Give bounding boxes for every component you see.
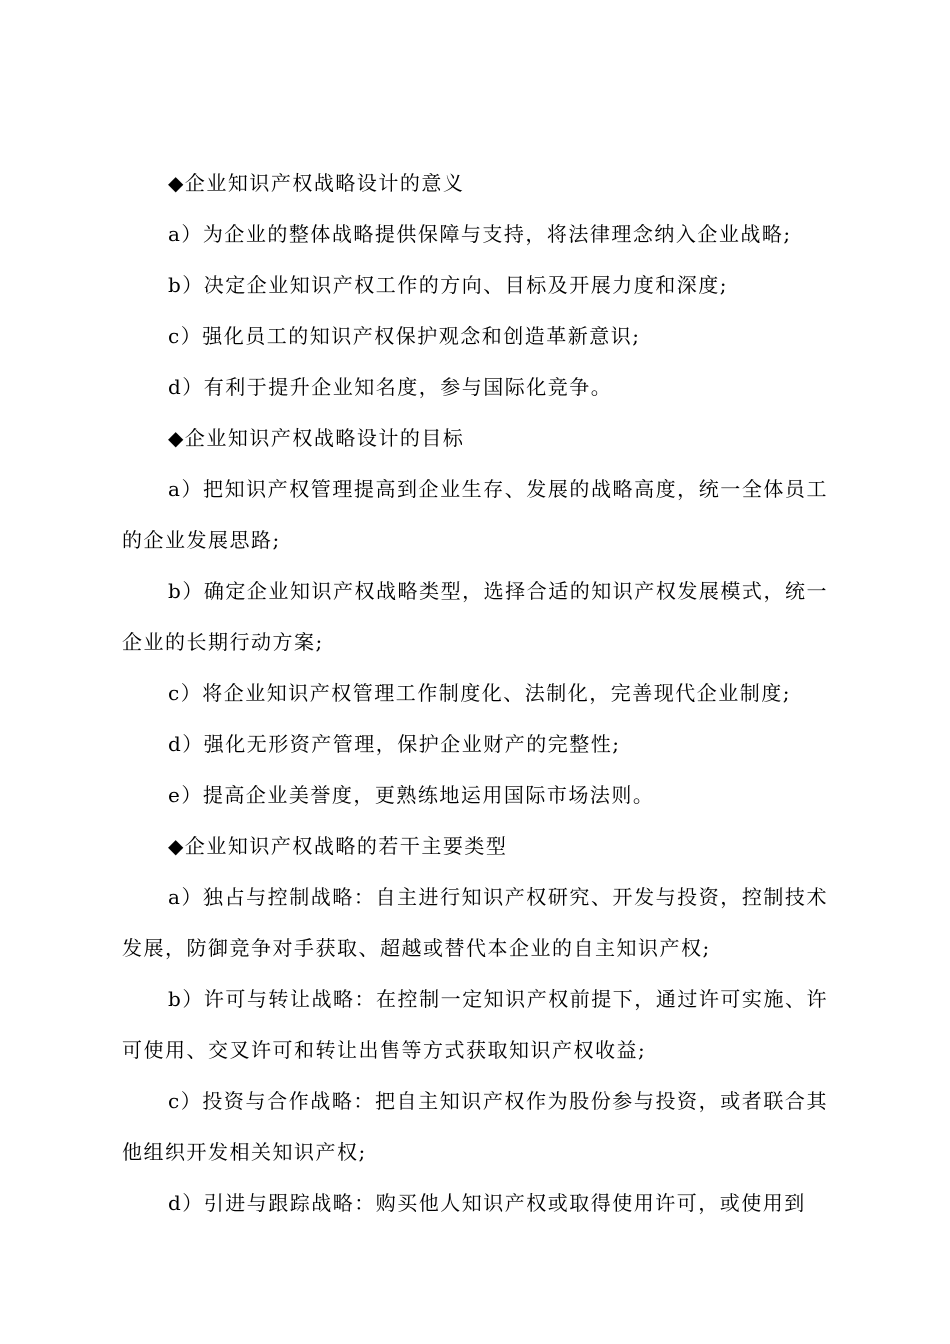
section-heading-goals <box>122 413 828 464</box>
list-item: b）许可与转让战略：在控制一定知识产权前提下，通过许可实施、许可使用、交叉许可和转让出售等方式获取知识产权收益; <box>122 987 828 1062</box>
document-body <box>122 158 828 1229</box>
list-item: b）决定企业知识产权工作的方向、目标及开展力度和深度; <box>168 273 729 297</box>
list-item: d）引进与跟踪战略：购买他人知识产权或取得使用许可，或使用到 <box>168 1191 806 1215</box>
list-item: b）确定企业知识产权战略类型，选择合适的知识产权发展模式，统一企业的长期行动方案; <box>122 579 828 654</box>
heading-text: 企业知识产权战略的若干主要类型 <box>184 834 508 858</box>
diamond-bullet-icon: ◆ <box>168 171 185 195</box>
list-item: c）强化员工的知识产权保护观念和创造革新意识; <box>168 324 641 348</box>
list-item: d）强化无形资产管理，保护企业财产的完整性; <box>168 732 621 756</box>
heading-text: 企业知识产权战略设计的目标 <box>184 426 465 450</box>
heading-text: 企业知识产权战略设计的意义 <box>184 171 465 195</box>
list-item: e）提高企业美誉度，更熟练地运用国际市场法则。 <box>168 783 655 807</box>
diamond-bullet-icon: ◆ <box>168 426 185 450</box>
list-item: a）把知识产权管理提高到企业生存、发展的战略高度，统一全体员工的企业发展思路; <box>122 477 828 552</box>
list-item: a）独占与控制战略：自主进行知识产权研究、开发与投资，控制技术发展，防御竞争对手获取、超越或替代本企业的自主知识产权; <box>122 885 828 960</box>
list-item: c）将企业知识产权管理工作制度化、法制化，完善现代企业制度; <box>168 681 791 705</box>
section-heading-types <box>122 821 828 872</box>
list-item: a）为企业的整体战略提供保障与支持，将法律理念纳入企业战略; <box>168 222 792 246</box>
list-item: c）投资与合作战略：把自主知识产权作为股份参与投资，或者联合其他组织开发相关知识产权; <box>122 1089 828 1164</box>
diamond-bullet-icon: ◆ <box>168 834 185 858</box>
section-heading-significance <box>122 158 828 209</box>
list-item: d）有利于提升企业知名度，参与国际化竞争。 <box>168 375 613 399</box>
